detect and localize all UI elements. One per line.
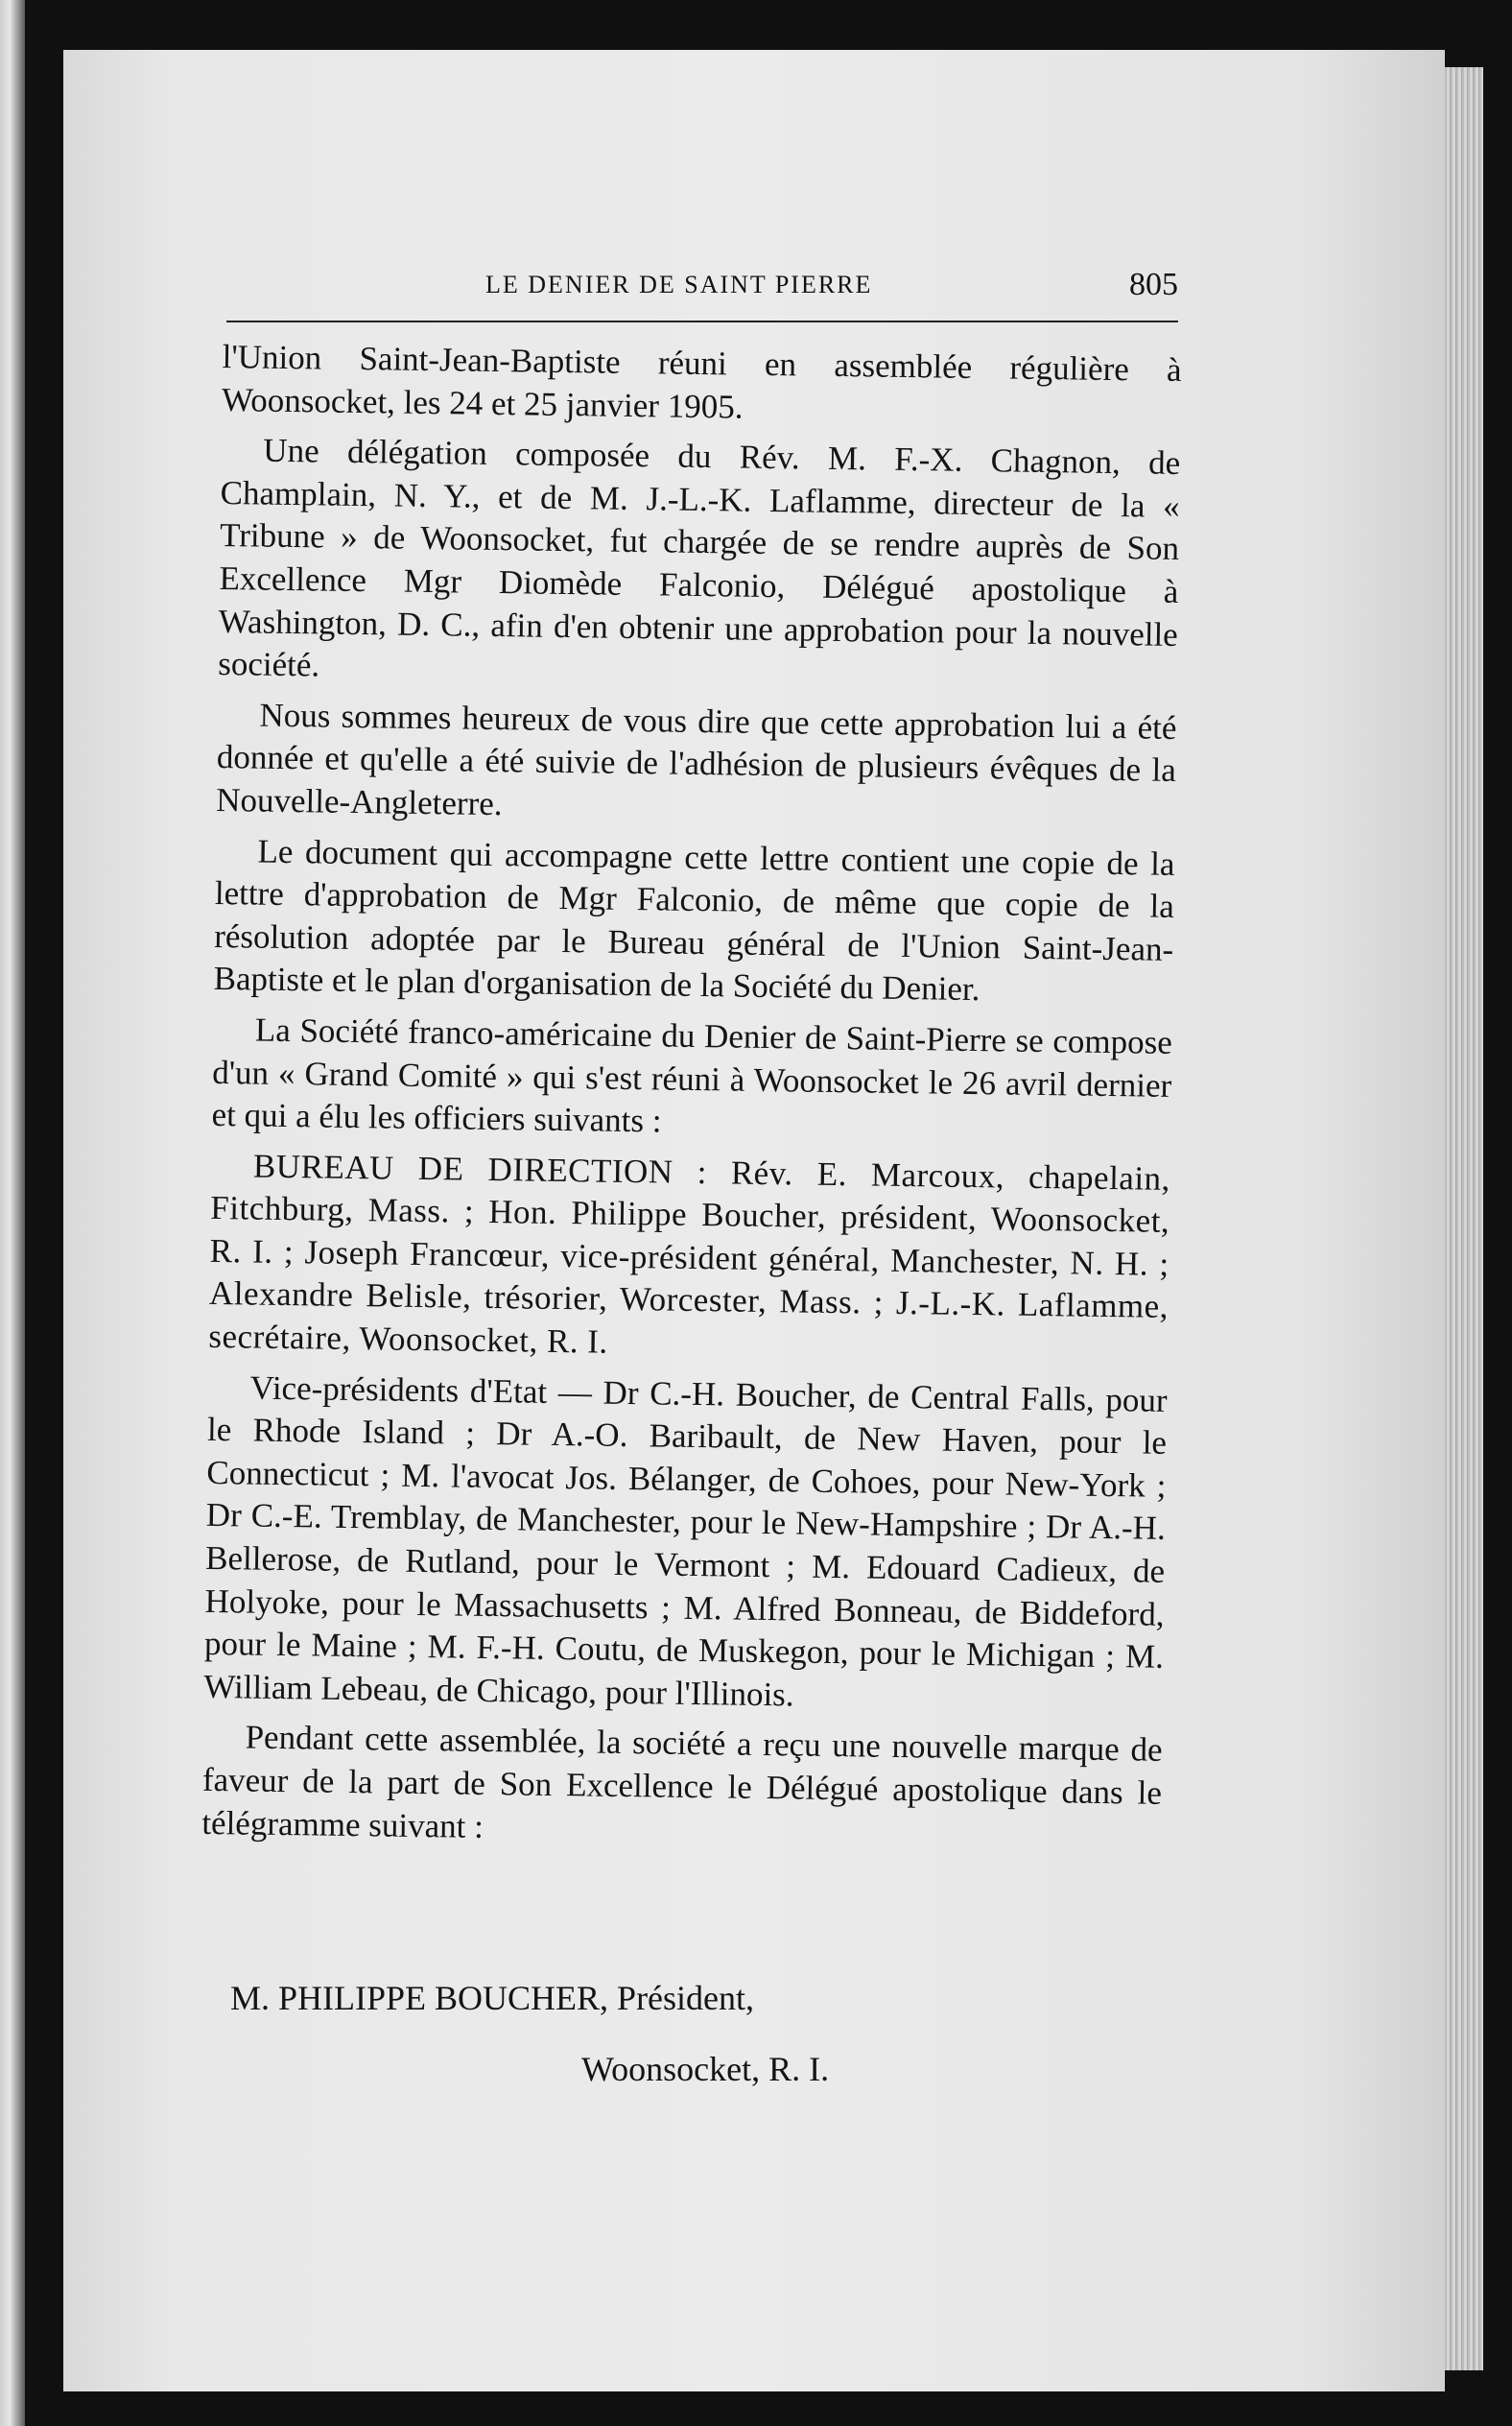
adjacent-page-edge (0, 0, 25, 2426)
running-title: LE DENIER DE SAINT PIERRE (485, 271, 873, 298)
page-header (226, 267, 1178, 322)
page-stack-edge (1445, 67, 1483, 2370)
paragraph: Vice-présidents d'Etat — Dr C.-H. Boucher, de Central Falls, pour le Rhode Island ; Dr A.-O. Baribault, de New Haven, pour le Connecticut ; M. l'avocat Jos. Bélanger, de Cohoes, pour New-York ; Dr C.-E. Tremblay, de Manchester, pour le New-Hampshire ; Dr A.-H. Bellerose, de Rutland, pour le Vermont ; M. Edouard Cadieux, de Holyoke, pour le Massachusetts ; M. Alfred Bonneau, de Biddeford, pour le Maine ; M. F.-H. Coutu, de Muskegon, pour le Michigan ; M. William Lebeau, de Chicago, pour l'Illinois. (203, 1368, 1168, 1714)
paragraph: l'Union Saint-Jean-Baptiste réuni en assemblée régulière à Woonsocket, les 24 et 25 janvier 1905. (221, 337, 1182, 426)
paragraph: Nous sommes heureux de vous dire que cette approbation lui a été donnée et qu'elle a été suivie de l'adhésion de plusieurs évêques de la Nouvelle-Angleterre. (215, 696, 1177, 823)
addressee-place: Woonsocket, R. I. (581, 2050, 830, 2088)
paragraph: Le document qui accompagne cette lettre contient une copie de la lettre d'approbation de Mgr Falconio, de même que copie de la résolution adoptée par le Bureau général de l'Union Saint-Jean-Baptiste et le plan d'organisation de la Société du Denier. (213, 832, 1175, 1009)
paragraph: Une délégation composée du Rév. M. F.-X. Chagnon, de Champlain, N. Y., et de M. J.-L.-K. Laflamme, directeur de la « Tribune » de Woonsocket, fut chargée de se rendre auprès de Son Excellence Mgr Diomède Falconio, Délégué apostolique à Washington, D. C., afin d'en obtenir une approbation pour la nouvelle société. (217, 431, 1181, 684)
paragraph: BUREAU DE DIRECTION : Rév. E. Marcoux, chapelain, Fitchburg, Mass. ; Hon. Philippe Boucher, président, Woonsocket, R. I. ; Joseph Francœur, vice-président général, Manchester, N. H. ; Alexandre Belisle, trésorier, Worcester, Mass. ; J.-L.-K. Laflamme, secrétaire, Woonsocket, R. I. (208, 1147, 1171, 1361)
telegram-address (226, 1975, 829, 2092)
paragraph: La Société franco-américaine du Denier de Saint-Pierre se compose d'un « Grand Comité » qui s'est réuni à Woonsocket le 26 avril dernier et qui a élu les officiers suivants : (211, 1011, 1173, 1140)
body-text (201, 336, 1182, 1866)
page-number: 805 (1129, 267, 1178, 302)
addressee-name: M. PHILIPPE BOUCHER, Président, (230, 1979, 755, 2017)
paragraph: Pendant cette assemblée, la société a reçu une nouvelle marque de faveur de la part de Son Excellence le Délégué apostolique dans le télégramme suivant : (201, 1718, 1163, 1845)
